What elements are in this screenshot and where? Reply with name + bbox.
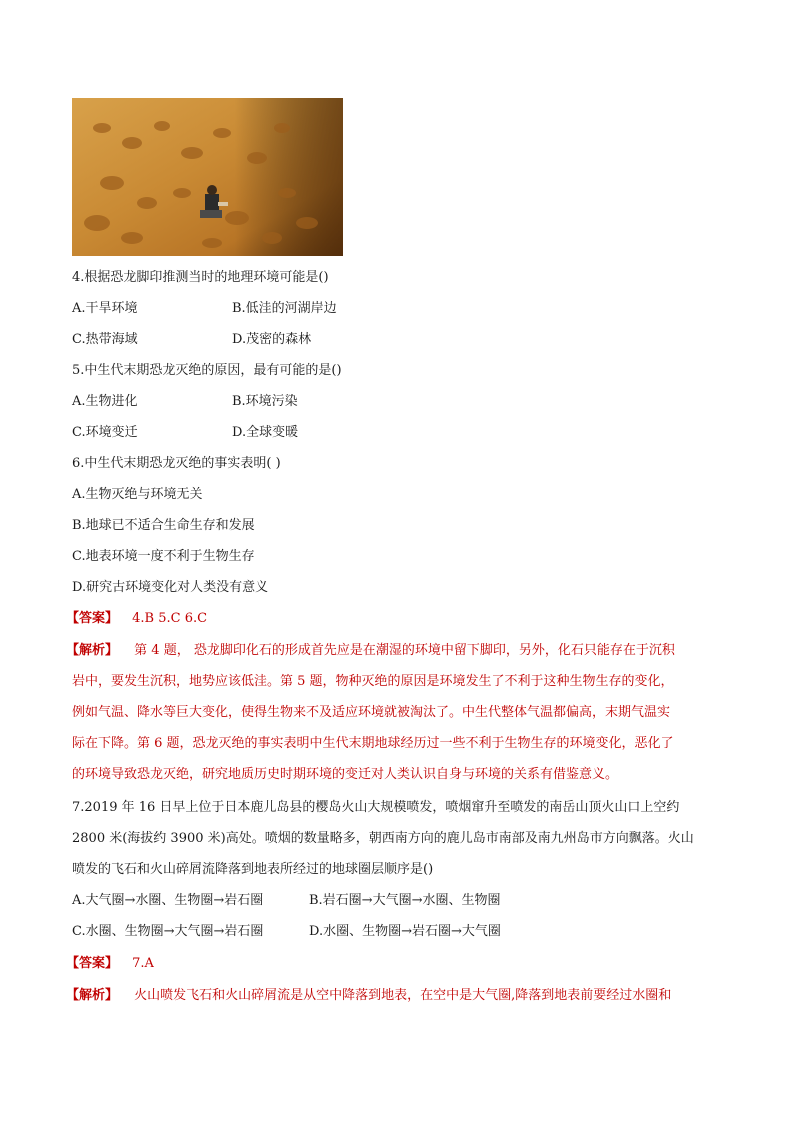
q7-stem-line-2: 2800 米(海拔约 3900 米)高处。喷烟的数量略多，朝西南方向的鹿儿岛市南部及南九州岛市方向飘落。火山 (72, 831, 694, 846)
q7-option-d: D.水圈、生物圈→岩石圈→大气圈 (309, 924, 501, 939)
answer-text: 4.B 5.C 6.C (132, 611, 208, 626)
answer-text: 7.A (132, 956, 154, 971)
analysis-tag: 【解析】 (66, 988, 119, 1003)
analysis-line-2 (66, 988, 671, 1004)
q6-option-b: B.地球已不适合生命生存和发展 (72, 518, 255, 533)
analysis-line-1 (66, 643, 675, 659)
analysis1-text-4: 际在下降。第 6 题，恐龙灭绝的事实表明中生代末期地球经历过一些不利于生物生存的环境变化，恶化了 (72, 736, 674, 751)
analysis-tag: 【解析】 (66, 643, 119, 658)
q5-option-d: D.全球变暖 (232, 425, 299, 440)
answer-tag: 【答案】 (66, 956, 119, 971)
q4-option-b: B.低洼的河湖岸边 (232, 301, 337, 316)
analysis1-text-2: 岩中，要发生沉积，地势应该低洼。第 5 题，物种灭绝的原因是环境发生了不利于这种生物生存的变化， (72, 674, 674, 689)
q4-option-c: C.热带海域 (72, 332, 138, 347)
q7-stem-line-3: 喷发的飞石和火山碎屑流降落到地表所经过的地球圈层顺序是() (72, 862, 434, 877)
q5-stem: 5.中生代末期恐龙灭绝的原因，最有可能的是() (72, 363, 342, 378)
analysis1-text-1: 第 4 题， 恐龙脚印化石的形成首先应是在潮湿的环境中留下脚印，另外，化石只能存在于沉积 (134, 643, 675, 658)
answer-block-2 (66, 956, 154, 972)
q6-option-a: A.生物灭绝与环境无关 (72, 487, 203, 502)
q4-option-a: A.干旱环境 (72, 301, 138, 316)
dinosaur-footprint-photo (72, 98, 343, 256)
q7-option-c: C.水圈、生物圈→大气圈→岩石圈 (72, 924, 264, 939)
analysis1-text-3: 例如气温、降水等巨大变化，使得生物来不及适应环境就被淘汰了。中生代整体气温都偏高，末期气温实 (72, 705, 671, 720)
answer-block-1 (66, 611, 207, 627)
q5-option-c: C.环境变迁 (72, 425, 138, 440)
q6-option-d: D.研究古环境变化对人类没有意义 (72, 580, 269, 595)
analysis2-text-1: 火山喷发飞石和火山碎屑流是从空中降落到地表，在空中是大气圈,降落到地表前要经过水圈和 (134, 988, 672, 1003)
q7-option-b: B.岩石圈→大气圈→水圈、生物圈 (309, 893, 501, 908)
q6-stem: 6.中生代末期恐龙灭绝的事实表明( ) (72, 456, 281, 471)
q5-option-a: A.生物进化 (72, 394, 138, 409)
analysis1-text-5: 的环境导致恐龙灭绝，研究地质历史时期环境的变迁对人类认识自身与环境的关系有借鉴意义。 (72, 767, 619, 782)
q5-option-b: B.环境污染 (232, 394, 298, 409)
q7-stem-line-1: 7.2019 年 16 日早上位于日本鹿儿岛县的樱岛火山大规模喷发，喷烟窜升至喷发的南岳山顶火山口上空约 (72, 800, 680, 815)
q6-option-c: C.地表环境一度不利于生物生存 (72, 549, 255, 564)
answer-tag: 【答案】 (66, 611, 119, 626)
q4-stem: 4.根据恐龙脚印推测当时的地理环境可能是() (72, 270, 329, 285)
q7-option-a: A.大气圈→水圈、生物圈→岩石圈 (72, 893, 264, 908)
q4-option-d: D.茂密的森林 (232, 332, 312, 347)
